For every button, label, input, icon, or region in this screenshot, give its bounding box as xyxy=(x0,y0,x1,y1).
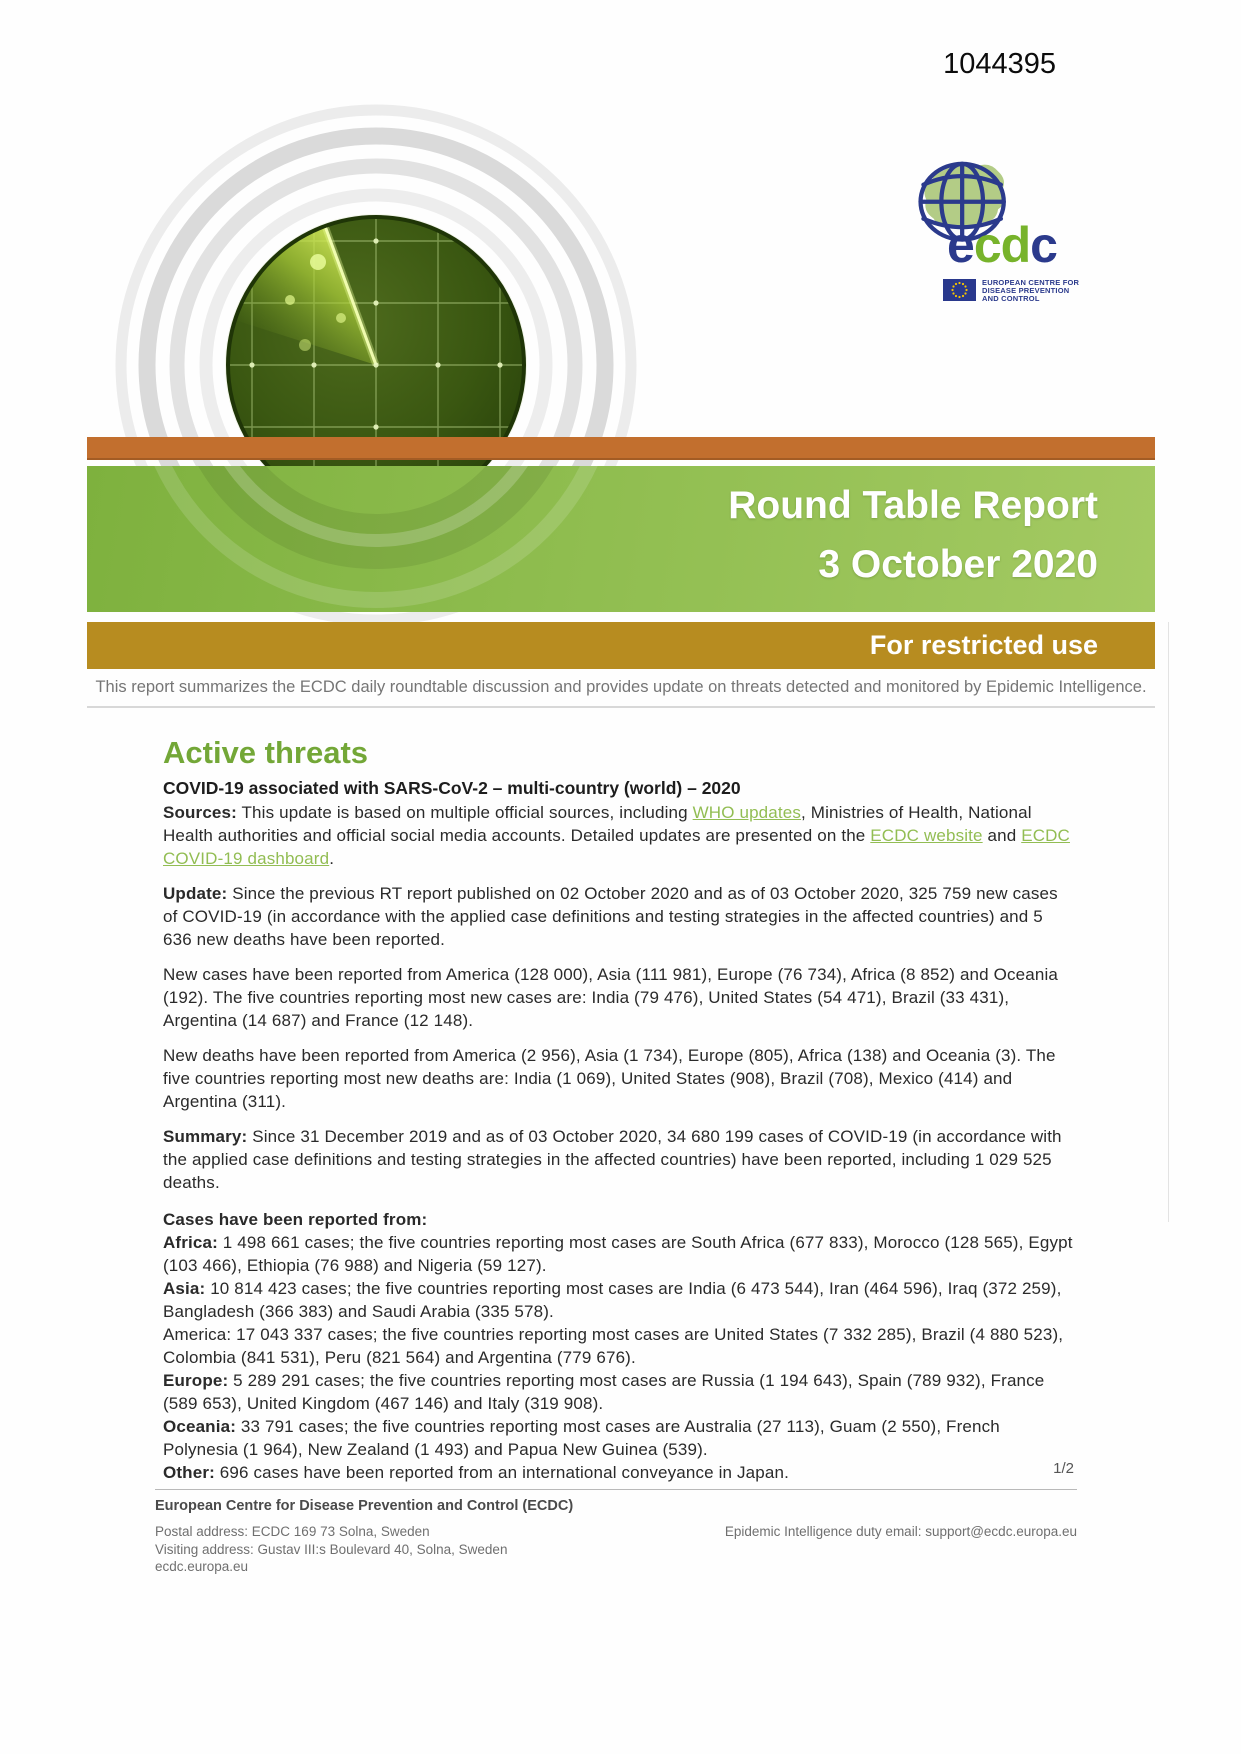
document-number: 1044395 xyxy=(943,48,1056,80)
new-deaths-paragraph: New deaths have been reported from America (2 956), Asia (1 734), Europe (805), Africa (138) and Oceania (3). The five countries reporting most new deaths are: India (1 069), United States (908), Brazil (708), Mexico (414) and Argentina (311). xyxy=(163,1046,1056,1111)
region-label: Other: xyxy=(163,1463,215,1482)
report-header xyxy=(0,0,1241,710)
region-europe: Europe: 5 289 291 cases; the five countries reporting most cases are Russia (1 194 643), Spain (789 932), France (589 653), United Kingdom (467 146) and Italy (319 908). xyxy=(163,1371,1045,1413)
region-label: Europe: xyxy=(163,1371,229,1390)
page-edge-line xyxy=(1168,622,1169,1222)
new-cases-paragraph: New cases have been reported from America (128 000), Asia (111 981), Europe (76 734), Africa (8 852) and Oceania (192). The five countries reporting most new cases are: India (79 476), United States (54 471), Brazil (33 431), Argentina (14 687) and France (12 148). xyxy=(163,965,1058,1030)
who-updates-link[interactable]: WHO updates xyxy=(692,803,802,822)
logo-org-name: EUROPEAN CENTRE FOR DISEASE PREVENTION AND CONTROL xyxy=(982,278,1080,303)
eu-flag-icon xyxy=(943,279,976,301)
summary-paragraph: Summary: Since 31 December 2019 and as of 03 October 2020, 34 680 199 cases of COVID-19 (in accordance with the applied case definitions and testing strategies in the affected countries) have been reported, including 1 029 525 deaths. xyxy=(163,1127,1062,1192)
title-banner xyxy=(87,466,1155,612)
cases-by-region xyxy=(163,1208,1075,1484)
region-oceania: Oceania: 33 791 cases; the five countries reporting most cases are Australia (27 113), Guam (2 550), French Polynesia (1 964), New Zealand (1 493) and Papua New Guinea (539). xyxy=(163,1417,1000,1459)
page-number: 1/2 xyxy=(1053,1460,1074,1477)
letter-c1: c xyxy=(973,217,1001,273)
footer-columns xyxy=(155,1523,1077,1576)
ecdc-logo xyxy=(905,150,1095,310)
report-tagline: This report summarizes the ECDC daily roundtable discussion and provides update on threats detected and monitored by Epidemic Intelligence. xyxy=(95,678,1147,696)
letter-d: d xyxy=(1000,217,1031,273)
banner-arc xyxy=(132,466,620,608)
letter-c2: c xyxy=(1030,217,1057,273)
region-asia: Asia: 10 814 423 cases; the five countries reporting most cases are India (6 473 544), Iran (464 596), Iraq (372 259), Bangladesh (366 383) and Saudi Arabia (335 578). xyxy=(163,1279,1062,1321)
threat-title: COVID-19 associated with SARS-CoV-2 – multi-country (world) – 2020 xyxy=(163,778,741,798)
report-body xyxy=(0,710,1241,1484)
region-label: Oceania: xyxy=(163,1417,237,1436)
restricted-banner xyxy=(87,622,1155,669)
region-label: America: xyxy=(163,1325,232,1344)
region-label: Asia: xyxy=(163,1279,206,1298)
visiting-address: Visiting address: Gustav III:s Boulevard 40, Solna, Sweden xyxy=(155,1541,508,1557)
ecdc-website-link[interactable]: ECDC website xyxy=(870,826,983,845)
duty-email: Epidemic Intelligence duty email: support@ecdc.europa.eu xyxy=(724,1524,1077,1539)
cases-header: Cases have been reported from: xyxy=(163,1210,428,1229)
footer-website: ecdc.europa.eu xyxy=(155,1559,249,1574)
letter-e: e xyxy=(947,217,974,273)
update-label: Update: xyxy=(163,884,228,903)
region-label: Africa: xyxy=(163,1233,218,1252)
footer-org-name: European Centre for Disease Prevention and Control (ECDC) xyxy=(155,1498,574,1514)
postal-address: Postal address: ECDC 169 73 Solna, Sweden xyxy=(155,1524,430,1539)
report-date: 3 October 2020 xyxy=(818,543,1098,586)
region-other: Other: 696 cases have been reported from an international conveyance in Japan. xyxy=(163,1463,789,1482)
region-africa: Africa: 1 498 661 cases; the five countries reporting most cases are South Africa (677 833), Morocco (128 565), Egypt (103 466), Ethiopia (76 988) and Nigeria (59 127). xyxy=(163,1233,1073,1275)
footer-addresses xyxy=(155,1523,507,1576)
report-title: Round Table Report xyxy=(728,484,1098,527)
update-paragraph: Update: Since the previous RT report published on 02 October 2020 and as of 03 October 2020, 325 759 new cases of COVID-19 (in accordance with the applied case definitions and testing strategies in the affected countries) and 5 636 new deaths have been reported. xyxy=(163,884,1058,949)
restricted-label: For restricted use xyxy=(869,630,1098,660)
region-america: America: 17 043 337 cases; the five countries reporting most cases are United States (7 332 285), Brazil (4 880 523), Colombia (841 531), Peru (821 564) and Argentina (779 676). xyxy=(163,1325,1064,1367)
section-heading: Active threats xyxy=(163,735,369,770)
ecdc-wordmark xyxy=(947,217,1057,273)
summary-label: Summary: xyxy=(163,1127,248,1146)
divider-bar xyxy=(87,437,1155,460)
sources-paragraph: Sources: This update is based on multiple official sources, including WHO updates, Ministries of Health, National Health authorities and official social media accounts. Detailed updates are presented on the ECDC website and ECDC COVID-19 dashboard. xyxy=(163,803,1070,868)
covid-dashboard-link[interactable]: ECDC COVID-19 dashboard xyxy=(163,826,1070,868)
footer-divider xyxy=(155,1489,1077,1490)
sources-label: Sources: xyxy=(163,803,237,822)
header-divider xyxy=(87,706,1155,708)
